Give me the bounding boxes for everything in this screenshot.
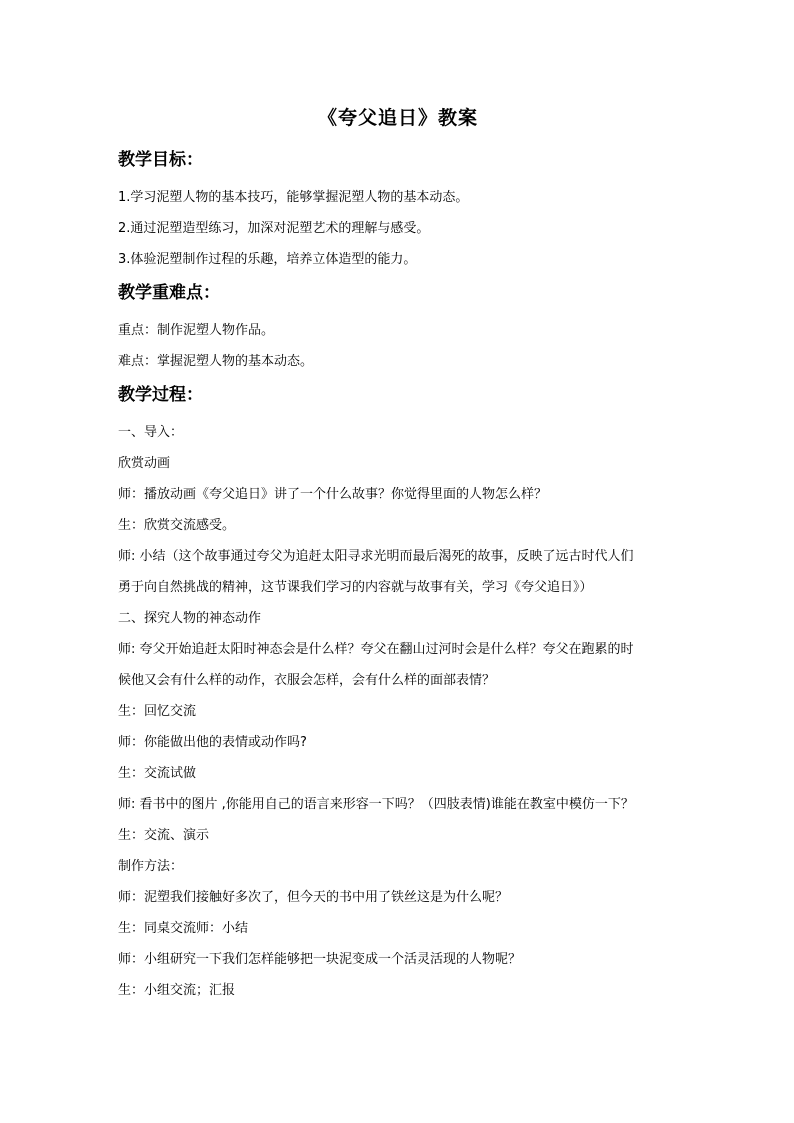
body-line: 师: 小结（这个故事通过夸父为追赶太阳寻求光明而最后渴死的故事，反映了远古时代人们 — [118, 549, 634, 564]
body-line: 二、探究人物的神态动作 — [118, 611, 262, 626]
body-line: 师：小组研究一下我们怎样能够把一块泥变成一个活灵活现的人物呢？ — [118, 952, 522, 967]
body-line: 3.体验泥塑制作过程的乐趣，培养立体造型的能力。 — [118, 252, 417, 267]
body-line: 师：泥塑我们接触好多次了，但今天的书中用了铁丝这是为什么呢？ — [118, 890, 509, 905]
body-line: 生：欣赏交流感受。 — [118, 518, 236, 533]
body-line: 生：交流试做 — [118, 766, 197, 781]
body-line: 2.通过泥塑造型练习，加深对泥塑艺术的理解与感受。 — [118, 221, 430, 236]
section-process — [118, 383, 678, 1006]
body-line: 师：你能做出他的表情或动作吗? — [118, 735, 307, 750]
body-line: 难点：掌握泥塑人物的基本动态。 — [118, 354, 314, 369]
document-page — [118, 104, 678, 1006]
body-line: 一、导入： — [118, 425, 184, 440]
section-key-points — [118, 281, 678, 377]
body-line: 候他又会有什么样的动作，衣服会怎样，会有什么样的面部表情？ — [118, 673, 496, 688]
document-title: 《夸父追日》教案 — [317, 107, 478, 129]
body-line: 生：回忆交流 — [118, 704, 197, 719]
body-line: 生：小组交流；汇报 — [118, 983, 236, 998]
body-line: 制作方法： — [118, 859, 184, 874]
body-line: 1.学习泥塑人物的基本技巧，能够掌握泥塑人物的基本动态。 — [118, 190, 469, 205]
body-line: 师：播放动画《夸父追日》讲了一个什么故事？你觉得里面的人物怎么样？ — [118, 487, 548, 502]
body-line: 生：交流、演示 — [118, 828, 210, 843]
section-heading: 教学重难点： — [118, 283, 220, 303]
body-line: 师: 夸父开始追赶太阳时神态会是什么样？夸父在翻山过河时会是什么样？夸父在跑累的时 — [118, 642, 634, 657]
body-line: 重点：制作泥塑人物作品。 — [118, 323, 275, 338]
section-heading: 教学过程： — [118, 385, 203, 405]
section-objectives — [118, 148, 678, 275]
section-heading: 教学目标： — [118, 150, 203, 170]
body-line: 欣赏动画 — [118, 456, 171, 471]
body-line: 师: 看书中的图片 ,你能用自己的语言来形容一下吗？（四肢表情)谁能在教室中模仿一下？ — [118, 797, 634, 812]
body-line: 生：同桌交流师：小结 — [118, 921, 249, 936]
body-line: 勇于向自然挑战的精神，这节课我们学习的内容就与故事有关，学习《夸父追日》） — [118, 580, 593, 595]
